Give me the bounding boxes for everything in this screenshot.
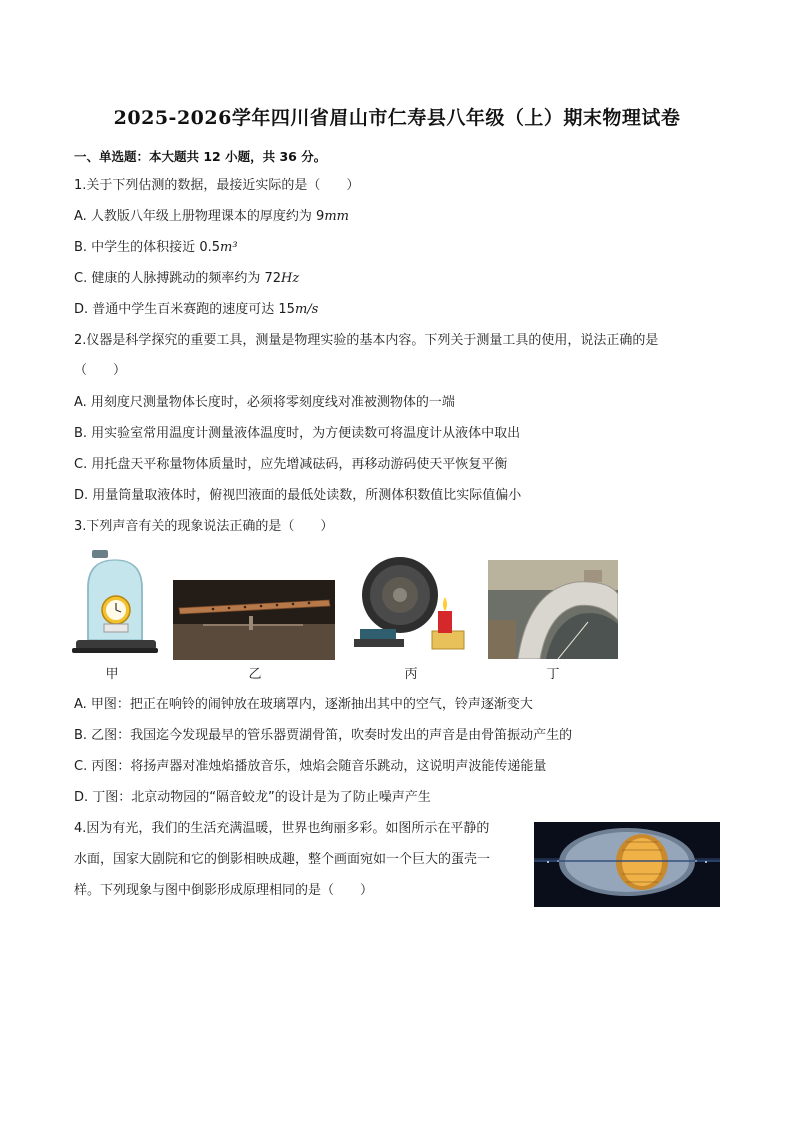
- q4-stem-line1: 4.因为有光，我们的生活充满温暖，世界也绚丽多彩。如图所示在平静的: [74, 821, 490, 836]
- q2-stem-continuation: （ ）: [74, 363, 127, 378]
- figure-caption-ding: 丁: [546, 667, 560, 682]
- national-grand-theatre-figure: [534, 822, 720, 907]
- sound-barrier-tunnel-figure: [488, 560, 618, 659]
- q3-option-a: A. 甲图：把正在响铃的闹钟放在玻璃罩内，逐渐抽出其中的空气，铃声逐渐变大: [74, 697, 533, 712]
- q1-option-a: A. 人教版八年级上册物理课本的厚度约为 9mm: [74, 209, 349, 224]
- q3-option-d: D. 丁图：北京动物园的“隔音蛟龙”的设计是为了防止噪声产生: [74, 790, 431, 805]
- figure-caption-jia: 甲: [105, 667, 119, 682]
- q2-option-a: A. 用刻度尺测量物体长度时，必须将零刻度线对准被测物体的一端: [74, 395, 455, 410]
- speaker-candle-figure: [352, 553, 470, 657]
- q2-option-c: C. 用托盘天平称量物体质量时，应先增减砝码，再移动游码使天平恢复平衡: [74, 457, 508, 472]
- q2-stem: 2.仪器是科学探究的重要工具，测量是物理实验的基本内容。下列关于测量工具的使用，说法正确的是: [74, 333, 659, 348]
- bell-jar-alarm-clock-figure: [70, 548, 160, 658]
- figure-caption-bing: 丙: [404, 667, 418, 682]
- q3-option-b: B. 乙图：我国迄今发现最早的管乐器贾湖骨笛，吹奏时发出的声音是由骨笛振动产生的: [74, 728, 573, 743]
- q1-option-b: B. 中学生的体积接近 0.5m³: [74, 240, 238, 255]
- q4-stem-line2: 水面，国家大剧院和它的倒影相映成趣，整个画面宛如一个巨大的蛋壳一: [74, 852, 491, 867]
- figure-caption-yi: 乙: [248, 667, 262, 682]
- q4-stem-line3: 样。下列现象与图中倒影形成原理相同的是（ ）: [74, 883, 374, 898]
- bone-flute-figure: [173, 580, 335, 660]
- q1-stem: 1.关于下列估测的数据，最接近实际的是（ ）: [74, 178, 360, 193]
- page-title: 2025-2026学年四川省眉山市仁寿县八年级（上）期末物理试卷: [113, 107, 681, 129]
- section-heading: 一、单选题：本大题共 12 小题，共 36 分。: [74, 149, 327, 164]
- q3-option-c: C. 丙图：将扬声器对准烛焰播放音乐，烛焰会随音乐跳动，这说明声波能传递能量: [74, 759, 547, 774]
- q1-option-d: D. 普通中学生百米赛跑的速度可达 15m/s: [74, 302, 319, 317]
- q2-option-b: B. 用实验室常用温度计测量液体温度时，为方便读数可将温度计从液体中取出: [74, 426, 521, 441]
- q2-option-d: D. 用量筒量取液体时，俯视凹液面的最低处读数，所测体积数值比实际值偏小: [74, 488, 522, 503]
- q1-option-c: C. 健康的人脉搏跳动的频率约为 72Hz: [74, 271, 300, 286]
- q3-stem: 3.下列声音有关的现象说法正确的是（ ）: [74, 519, 334, 534]
